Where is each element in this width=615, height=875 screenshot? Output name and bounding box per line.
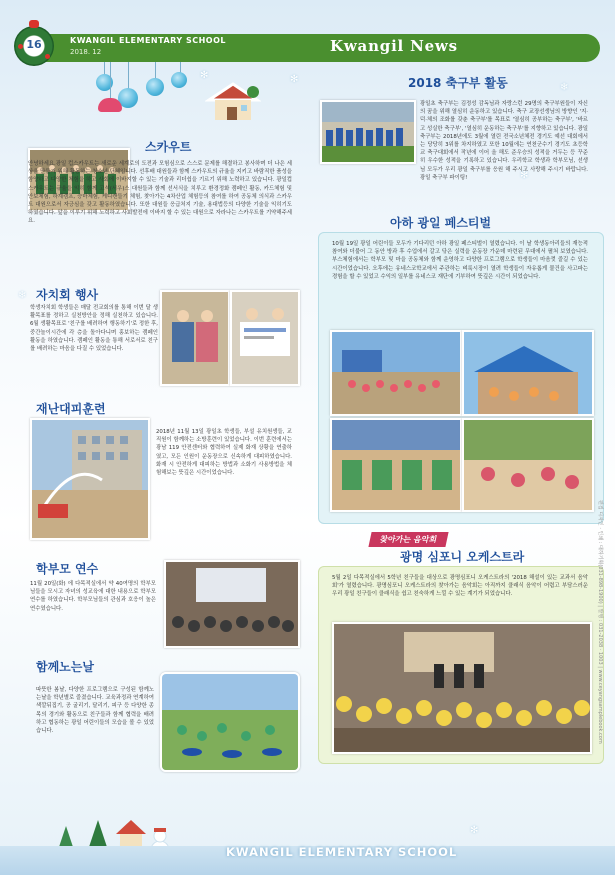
orchestra-body: 5월 2일 다목적실에서 5학년 친구들을 대상으로 광명심포니 오케스트라의 '2018 해설이 있는 교과서 음악회'가 열렸습니다. 광명심포니 오케스트라의 찾아가는 음악회는 아직까지 클래식 음악이 어렵고 부담스러운 우리 광일 친구들이 클래식을 쉽고 친숙하게 느낄 수 있는 계기가 되었습니다.	[332, 575, 588, 598]
festival-body: 10월 19일 광일 어린이들 모두가 기다리던 아하 광일 페스티벌이 열렸습니다. 이 날 학생동아리들의 재능적 참여와 더불어 그 동안 방과 후 수업에서 갈고 닦은 실력을 운동장 가운데 마련된 무대에서 펼쳐 보였습니다. 부스체험에서는 학부모 및 마을 공동체와 함께 운영하고 다양한 프로그램으로 학생들이 마음껏 즐길 수 있는 시간이었습니다. 오후에는 유네스코학교에서 주관하는 벼룩시장이 열려 학생들이 자유롭게 물건을 사고파는 경험을 할 수 있었고 수익의 일부를 유네스코 재단에 기부하여 뜻깊은 시간이 되었습니다.	[332, 241, 588, 280]
council-title: 자치회 행사	[36, 288, 99, 302]
house-illustration	[205, 80, 261, 122]
ornament-icon	[171, 72, 187, 88]
page-number: 16	[26, 38, 42, 51]
disaster-photo	[30, 418, 150, 540]
scout-title: 스카우트	[145, 140, 192, 154]
snowflake-icon: ❄	[560, 82, 569, 93]
parents-body: 11월 20일(화) 에 다목적실에서 약 40여명의 학부모님들을 모시고 자녀의 성교육에 대한 내용으로 학부모 연수를 하였습니다. 학부모님들의 관심과 호응이 높은 연수였습니다.	[30, 581, 156, 612]
bow-icon	[29, 20, 39, 28]
disaster-body: 2018년 11월 13일 광일초 학생들, 부설 유치원생들, 교직원이 함께하는 소방훈련이 있었습니다. 이번 훈련에서는 광남 119 안전센터와 협력하여 실제 화재 상황을 연출하였고, 모든 인원이 운동장으로 신속하게 대피하였습니다. 화재 시 안전하게 대피하는 방법과 소화기 사용방법을 체험해보는 뜻깊은 시간이었습니다.	[156, 429, 292, 477]
scout-body: 안녕하세요.광일 컵스카우트는 새로운 세계로의 도전과 모험심으로 스스로 문제를 해결하고 봉사하며 더 나은 세상을 만들기 위해 활동하는 청소년 단체입니다. 선후배 대원들과 함께 스카우트의 규율을 지키고 바람직한 품성을 함양하고 다양한 체험을 하고 사회에 이바지할 수 있는 기술과 리더쉽을 기르기 위해 노력하고 있습니다. 광일컵스카우트는 규율을 익히 함께 고석(서우)스 대원들과 함께 선서식을 치루고 환경정화 캠페인 활동, 카드체험 및 안보체험, 하계캠프, 승마체험, 케디캔들기 체험, 찾아가는 4차산업 체험등의 참여를 하여 공동체 의식과 스카우트 대원으로서 자긍심을 갖고 활동하였습니다. 또한 대원들 응급처지 기술, 용대법등의 다양한 기술을 익히기도 하였습니다. 앞을 이루기 위해 노력하고 사회발전에 이바지 할 수 있는 대원으로 자라나는 스카우트를 기약해주세요.	[28, 161, 292, 225]
playground-body: 따뜻한 봄날, 다양한 프로그램으로 구성된 함께노는날을 학년별로 즐겼습니다. 교육과정과 연계하여 색깔뒤집기, 공 굴리기, 달리기, 피구 등 다양한 종목의 경기와 활동으로 친구들과 함께 협력을 배려하고 협동하는 광일 어린이들의 모습을 볼 수 있었습니다.	[36, 687, 154, 735]
snowflake-icon: ✻	[200, 70, 209, 81]
header-school-name: KWANGIL ELEMENTARY SCHOOL	[70, 36, 226, 45]
snowflake-icon: ✻	[290, 74, 299, 85]
snowflake-icon: ✻	[470, 825, 479, 836]
orchestra-photo	[332, 622, 592, 754]
council-photo-1	[160, 290, 230, 386]
parents-photo	[164, 560, 300, 648]
disaster-title: 재난대피훈련	[36, 402, 106, 416]
festival-title: 아하 광일 페스티벌	[390, 216, 492, 230]
sidebar-credits: 편집 디자인 · 인쇄 : 대하기획(031-898-1900) | 발행 : 031-2038 · 1003 | www.ceyangsamplebook.com	[597, 500, 603, 744]
soccer-photo	[320, 100, 416, 164]
soccer-body: 광일초 축구부는 김정성 감독님과 자랑스런 29명의 축구부원들이 자신의 꿈을 위해 열심히 운동하고 있습니다. 축구 교장선생님의 방향인 '지·덕·체의 조화를 갖춘 축구부'를 목표로 '열심히 공부하는 축구부', '바르고 성실한 축구부', '열심히 운동하는 축구부'를 지향하고 있습니다. 광일 축구부는 2018년에도 3월에 열린 전국소년체전 경기도 예선 대회에서는 당당히 3위를 차지하였고 또한 10월에는 연천군수기 경기도 초등학교 축구대회에서 작년에 이어 올 해도 준우승의 성적을 거두는 등 꾸준히 우수한 성적을 기록하고 있습니다. 우리학교 학생과 학부모님, 선생님 모두가 우리 광일 축구부를 응원 해 주시고 사랑해 주시기 바랍니다. 광일 축구부 파이팅!	[420, 101, 588, 181]
snowflake-icon: ❄	[18, 290, 27, 301]
festival-photo-1	[330, 330, 462, 416]
playground-title: 함께노는날	[36, 660, 94, 674]
berry-icon	[45, 54, 50, 59]
newsletter-title: Kwangil News	[330, 37, 458, 55]
festival-photo-4	[462, 418, 594, 512]
council-photo-2	[230, 290, 300, 386]
orchestra-ribbon: 찾아가는 음악회	[368, 532, 448, 547]
snowflake-icon: ✻	[520, 170, 529, 181]
soccer-title: 2018 축구부 활동	[408, 76, 508, 90]
festival-photo-3	[330, 418, 462, 512]
festival-photo-2	[462, 330, 594, 416]
ornament-icon	[146, 78, 164, 96]
ornament-icon	[98, 98, 122, 112]
playground-photo	[160, 672, 300, 772]
parents-title: 학부모 연수	[36, 562, 99, 576]
council-body: 학생자치회 학생들은 매달 전교회의를 통해 이번 달 생활목표를 정하고 실천방안을 정해 실천하고 있습니다. 6월 생활목표로 '친구를 배려하여 행동하기'로 정한 후, 중간놀이시간에 각 층을 돌아다니며 홍보하는 캠페인 활동을 하였습니다. 캠페인 활동을 통해 서로서로 친구를 배려하는 마음을 다질 수 있었습니다.	[30, 305, 158, 353]
header-date: 2018. 12	[70, 48, 102, 56]
footer-school-name: KWANGIL ELEMENTARY SCHOOL	[226, 845, 458, 859]
orchestra-title: 광명 심포니 오케스트라	[400, 550, 525, 564]
